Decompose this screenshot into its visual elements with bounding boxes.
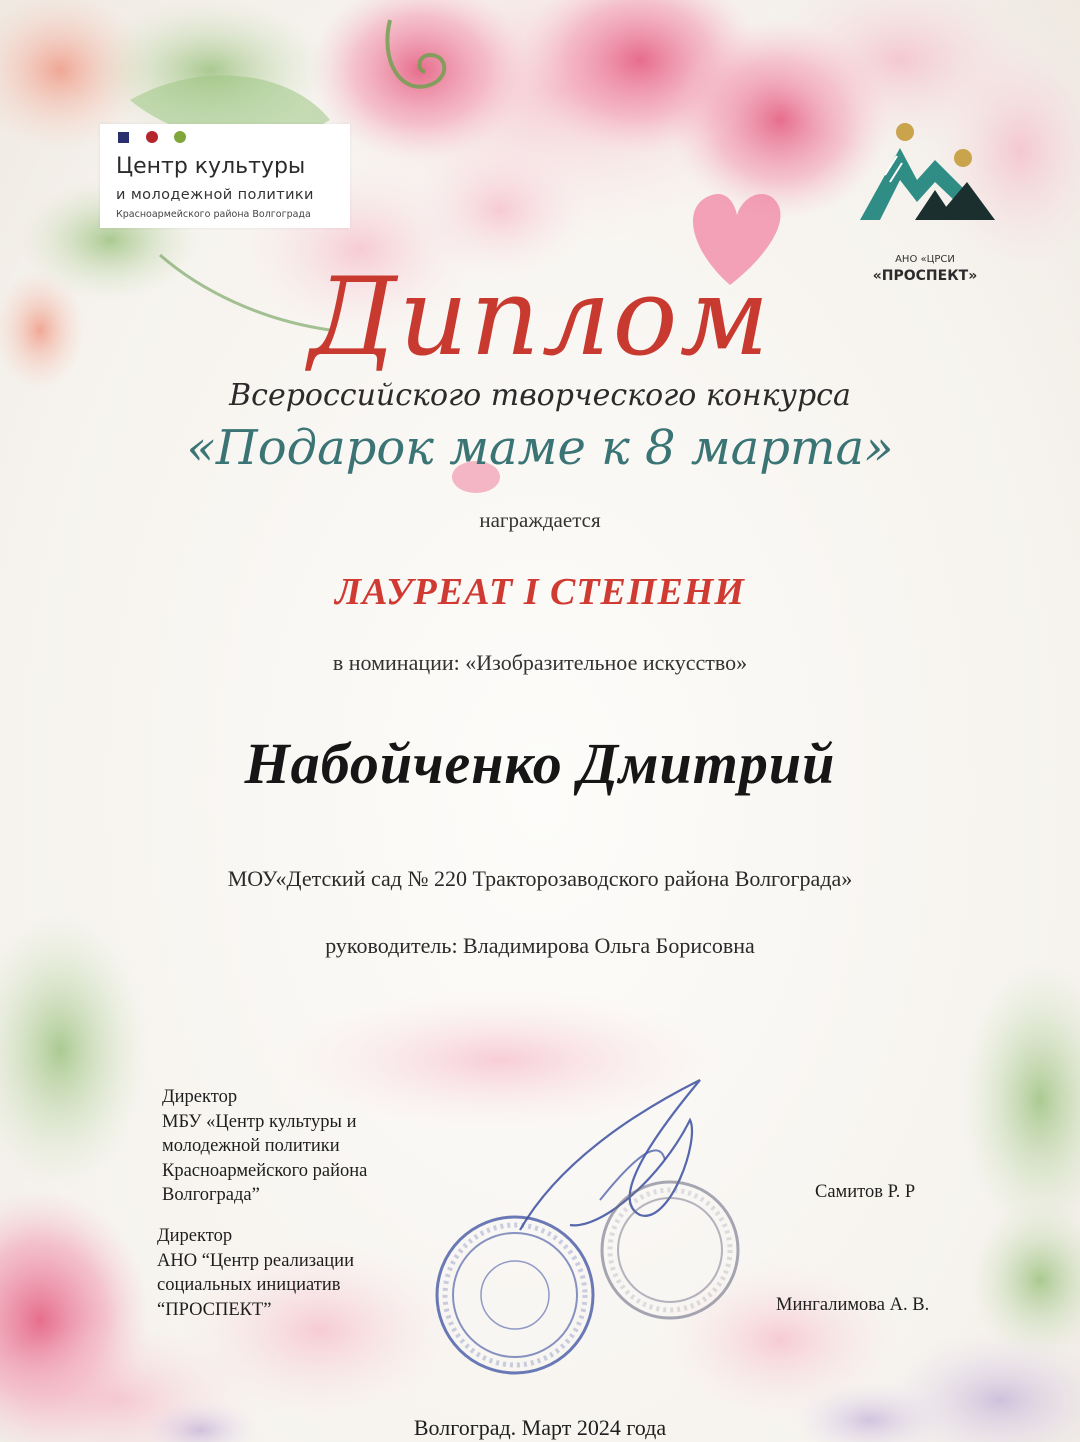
recipient-name: Набойченко Дмитрий xyxy=(244,731,836,796)
director-2-line: социальных инициатив xyxy=(157,1275,341,1295)
nomination-text: в номинации: «Изобразительное искусство» xyxy=(332,650,748,675)
director-1-line: молодежной политики xyxy=(162,1136,340,1156)
culture-center-logo xyxy=(100,124,350,228)
diploma-title: Диплом xyxy=(308,255,772,380)
logo-line-1: Центр культуры xyxy=(116,154,306,179)
school-name: МОУ«Детский сад № 220 Тракторозаводского района Волгограда» xyxy=(227,866,853,891)
director-2-line: АНО “Центр реализации xyxy=(157,1250,354,1271)
logo-red-dot-icon xyxy=(146,131,158,143)
director-1-line: Красноармейского района xyxy=(162,1160,368,1181)
place-and-date: Волгоград. Март 2024 года xyxy=(413,1415,667,1440)
awarded-label: награждается xyxy=(479,508,601,532)
director-2-block xyxy=(157,1224,354,1322)
logo-square-icon xyxy=(118,132,129,143)
director-1-line: Волгограда” xyxy=(162,1185,260,1205)
stamp-prospect xyxy=(430,1210,600,1380)
director-1-name: Самитов Р. Р xyxy=(815,1182,916,1202)
director-1-line: Директор xyxy=(162,1087,238,1107)
director-1-block xyxy=(162,1085,367,1208)
prospect-logo-icon xyxy=(855,120,1000,250)
contest-subtitle: Всероссийского творческого конкурса xyxy=(229,378,851,413)
director-2-line: Директор xyxy=(157,1226,233,1246)
logo-green-dot-icon xyxy=(174,131,186,143)
contest-name: «Подарок маме к 8 марта» xyxy=(186,420,894,476)
logo-line-2: и молодежной политики xyxy=(116,187,314,203)
prospect-logo-line-1: АНО «ЦРСИ xyxy=(895,254,955,265)
leader-name: руководитель: Владимирова Ольга Борисовна xyxy=(325,933,755,958)
logo-line-3: Красноармейского района Волгограда xyxy=(116,209,311,220)
stamp-culture-center xyxy=(595,1175,745,1325)
director-1-line: МБУ «Центр культуры и xyxy=(162,1111,357,1132)
director-2-line: “ПРОСПЕКТ” xyxy=(157,1299,272,1320)
prospect-logo-line-2: «ПРОСПЕКТ» xyxy=(872,268,978,284)
director-2-name: Мингалимова А. В. xyxy=(776,1295,930,1315)
laureate-degree: ЛАУРЕАТ I СТЕПЕНИ xyxy=(335,571,745,613)
